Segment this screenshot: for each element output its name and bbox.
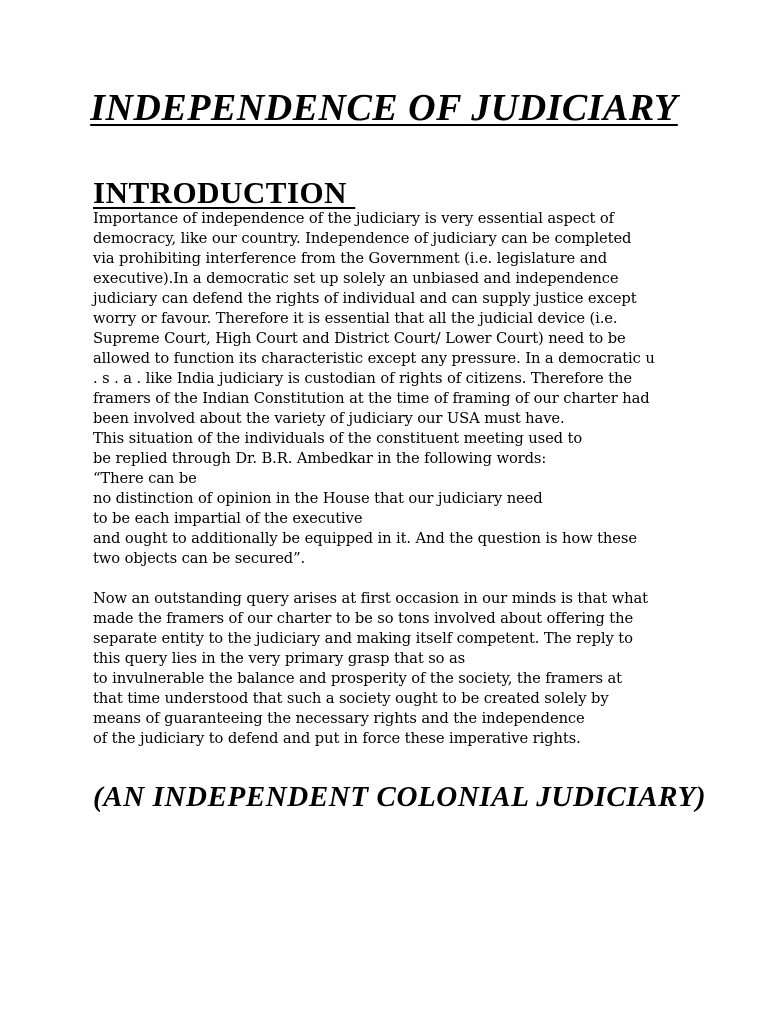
paragraph-line: Importance of independence of the judiciary is very essential aspect of [93, 210, 614, 227]
paragraph-line: been involved about the variety of judiciary our USA must have. [93, 410, 565, 427]
colonial-judiciary-heading: (AN INDEPENDENT COLONIAL JUDICIARY) [93, 781, 707, 813]
paragraph-line: framers of the Indian Constitution at the time of framing of our charter had [93, 390, 650, 407]
paragraph-line: via prohibiting interference from the Government (i.e. legislature and [93, 250, 608, 267]
paragraph-line: executive).In a democratic set up solely an unbiased and independence [93, 270, 619, 287]
quote-line: no distinction of opinion in the House that our judiciary need [93, 490, 543, 507]
quote-line: two objects can be secured”. [93, 550, 306, 567]
quote-line: “There can be [93, 470, 197, 487]
paragraph-line: . s . a . like India judiciary is custodian of rights of citizens. Therefore the [93, 370, 632, 387]
quote-line: and ought to additionally be equipped in it. And the question is how these [93, 530, 637, 547]
paragraph-line: be replied through Dr. B.R. Ambedkar in the following words: [93, 450, 547, 467]
paragraph-line: of the judiciary to defend and put in force these imperative rights. [93, 730, 581, 747]
quote-line: to be each impartial of the executive [93, 510, 363, 527]
paragraph-line: judiciary can defend the rights of individual and can supply justice except [93, 290, 637, 307]
paragraph-line: allowed to function its characteristic except any pressure. In a democratic u [93, 350, 655, 367]
framers-paragraph [93, 589, 693, 749]
document-title: INDEPENDENCE OF JUDICIARY [90, 87, 678, 129]
paragraph-line: This situation of the individuals of the constituent meeting used to [93, 430, 583, 447]
paragraph-line: to invulnerable the balance and prosperity of the society, the framers at [93, 670, 622, 687]
paragraph-line: democracy, like our country. Independence of judiciary can be completed [93, 230, 632, 247]
introduction-heading: INTRODUCTION [93, 175, 356, 210]
introduction-paragraph [93, 209, 693, 569]
paragraph-line: separate entity to the judiciary and making itself competent. The reply to [93, 630, 633, 647]
paragraph-line: means of guaranteeing the necessary rights and the independence [93, 710, 585, 727]
paragraph-line: this query lies in the very primary grasp that so as [93, 650, 466, 667]
paragraph-line: that time understood that such a society ought to be created solely by [93, 690, 609, 707]
paragraph-line: worry or favour. Therefore it is essential that all the judicial device (i.e. [93, 310, 618, 327]
paragraph-line: Supreme Court, High Court and District Court/ Lower Court) need to be [93, 330, 626, 347]
paragraph-line: Now an outstanding query arises at first occasion in our minds is that what [93, 590, 648, 607]
paragraph-line: made the framers of our charter to be so tons involved about offering the [93, 610, 634, 627]
